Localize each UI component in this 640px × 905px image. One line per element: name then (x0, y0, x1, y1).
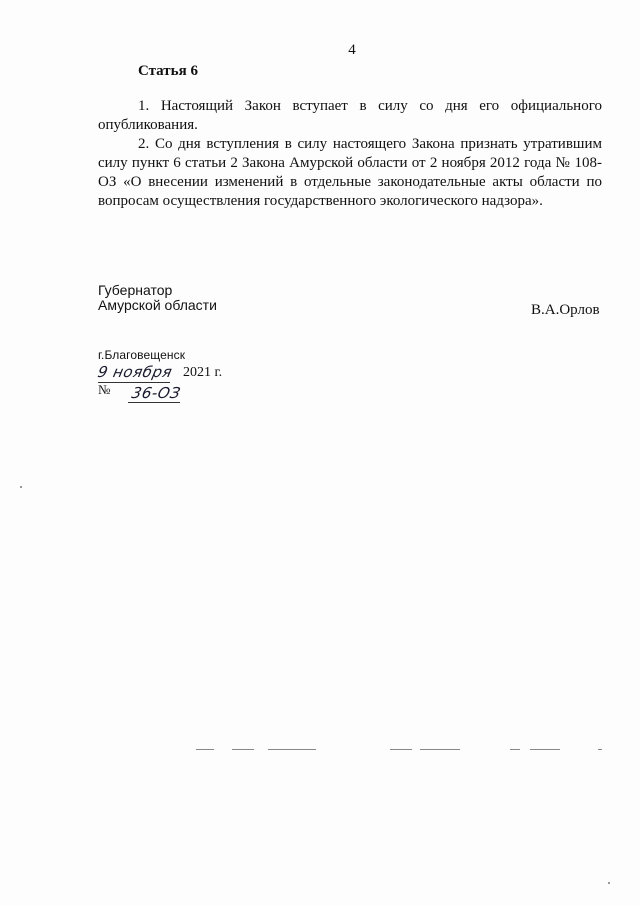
number-line (98, 382, 298, 406)
signatory-title-line-1: Губернатор (98, 282, 173, 298)
scan-artifact (530, 749, 560, 750)
handwritten-number: 36-ОЗ (130, 384, 183, 402)
number-label: № (98, 382, 111, 397)
scan-artifact (268, 749, 316, 750)
scan-artifact (608, 882, 610, 884)
article-title: Статья 6 (138, 63, 198, 79)
scan-artifact (510, 749, 520, 750)
date-year: 2021 г. (183, 365, 223, 380)
signatory-name: В.А.Орлов (531, 302, 600, 318)
page-number: 4 (348, 42, 356, 58)
scan-artifact (420, 749, 460, 750)
scan-artifact (232, 749, 254, 750)
scan-artifact (196, 749, 214, 750)
handwritten-date: 9 ноября (96, 363, 175, 381)
scan-artifact (20, 486, 22, 488)
number-underline (128, 402, 180, 403)
paragraph-2: 2. Со дня вступления в силу настоящего Закона признать утратившим силу пункт 6 статьи 2 Закона Амурской области от 2 ноября 2012 года № 108-ОЗ «О внесении изменений в отдельные законодательные акты области по вопросам осуществления государственного экологического надзора». (98, 136, 602, 209)
article-body (98, 97, 602, 211)
place-of-signing: г.Благовещенск (98, 348, 186, 362)
scan-artifact (390, 749, 412, 750)
paragraph-1: 1. Настоящий Закон вступает в силу со дня его официального опубликования. (98, 98, 602, 133)
scan-artifact (598, 749, 602, 750)
signatory-title (98, 283, 217, 313)
signatory-title-line-2: Амурской области (98, 297, 217, 313)
